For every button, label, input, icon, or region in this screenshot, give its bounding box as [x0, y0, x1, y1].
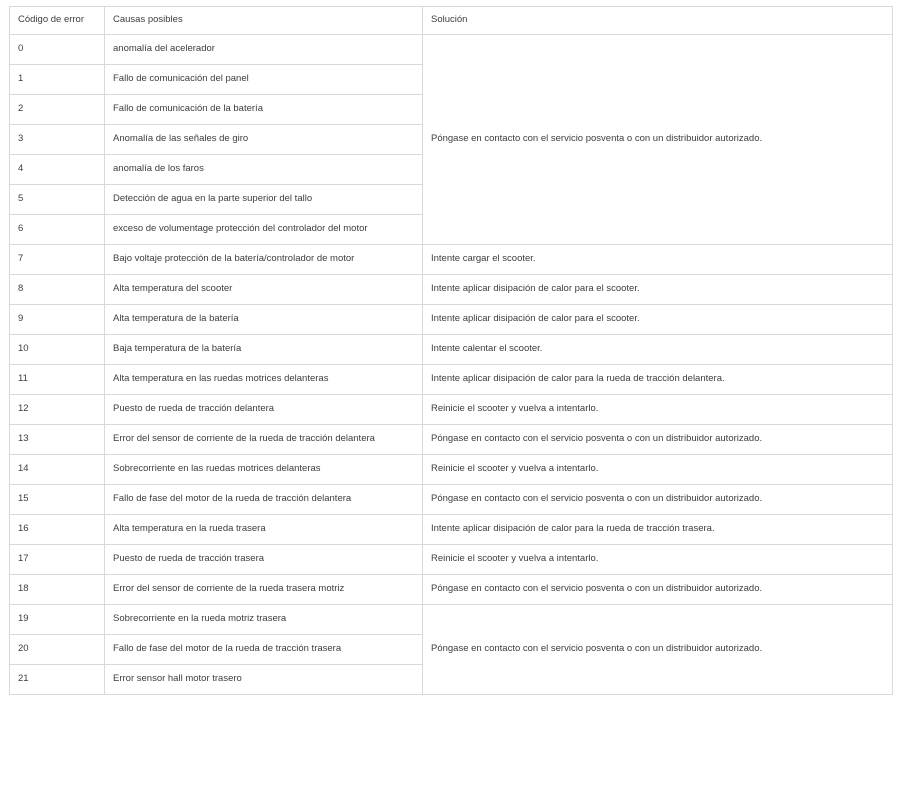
cell-solution: Reinicie el scooter y vuelva a intentarlo. — [423, 545, 893, 575]
cell-solution: Intente calentar el scooter. — [423, 335, 893, 365]
table-row — [10, 485, 893, 515]
document-page — [0, 6, 915, 790]
table-row — [10, 545, 893, 575]
table-row — [10, 245, 893, 275]
cell-code: 13 — [10, 425, 105, 455]
table-row — [10, 605, 893, 635]
cell-cause: Alta temperatura de la batería — [105, 305, 423, 335]
cell-cause: Fallo de fase del motor de la rueda de tracción trasera — [105, 635, 423, 665]
cell-code: 1 — [10, 65, 105, 95]
cell-code: 4 — [10, 155, 105, 185]
cell-cause: exceso de volumentage protección del controlador del motor — [105, 215, 423, 245]
table-row — [10, 275, 893, 305]
cell-cause: Error del sensor de corriente de la rueda de tracción delantera — [105, 425, 423, 455]
cell-code: 21 — [10, 665, 105, 695]
cell-code: 8 — [10, 275, 105, 305]
cell-cause: Error del sensor de corriente de la rueda trasera motriz — [105, 575, 423, 605]
table-header-row — [10, 7, 893, 35]
cell-cause: Detección de agua en la parte superior del tallo — [105, 185, 423, 215]
cell-code: 11 — [10, 365, 105, 395]
table-body — [10, 35, 893, 695]
cell-code: 14 — [10, 455, 105, 485]
cell-cause: Error sensor hall motor trasero — [105, 665, 423, 695]
table-row — [10, 35, 893, 65]
cell-solution: Póngase en contacto con el servicio posventa o con un distribuidor autorizado. — [423, 485, 893, 515]
cell-solution: Intente aplicar disipación de calor para el scooter. — [423, 275, 893, 305]
table-row — [10, 305, 893, 335]
table-row — [10, 365, 893, 395]
column-header-code: Código de error — [10, 7, 105, 35]
cell-code: 3 — [10, 125, 105, 155]
cell-code: 20 — [10, 635, 105, 665]
cell-cause: Anomalía de las señales de giro — [105, 125, 423, 155]
table-header — [10, 7, 893, 35]
cell-cause: anomalía de los faros — [105, 155, 423, 185]
cell-solution: Intente cargar el scooter. — [423, 245, 893, 275]
cell-code: 16 — [10, 515, 105, 545]
cell-code: 12 — [10, 395, 105, 425]
cell-cause: Bajo voltaje protección de la batería/controlador de motor — [105, 245, 423, 275]
cell-code: 15 — [10, 485, 105, 515]
cell-solution: Reinicie el scooter y vuelva a intentarlo. — [423, 395, 893, 425]
column-header-cause: Causas posibles — [105, 7, 423, 35]
cell-code: 10 — [10, 335, 105, 365]
cell-code: 7 — [10, 245, 105, 275]
cell-code: 5 — [10, 185, 105, 215]
cell-code: 17 — [10, 545, 105, 575]
cell-solution: Intente aplicar disipación de calor para la rueda de tracción trasera. — [423, 515, 893, 545]
table-row — [10, 425, 893, 455]
cell-code: 19 — [10, 605, 105, 635]
table-row — [10, 515, 893, 545]
cell-cause: Fallo de comunicación del panel — [105, 65, 423, 95]
cell-cause: Puesto de rueda de tracción trasera — [105, 545, 423, 575]
cell-cause: Puesto de rueda de tracción delantera — [105, 395, 423, 425]
table-row — [10, 395, 893, 425]
cell-solution-merged-service-1: Póngase en contacto con el servicio posventa o con un distribuidor autorizado. — [423, 35, 893, 245]
cell-code: 2 — [10, 95, 105, 125]
cell-solution: Intente aplicar disipación de calor para el scooter. — [423, 305, 893, 335]
column-header-solution: Solución — [423, 7, 893, 35]
cell-solution: Póngase en contacto con el servicio posventa o con un distribuidor autorizado. — [423, 575, 893, 605]
cell-code: 18 — [10, 575, 105, 605]
cell-code: 0 — [10, 35, 105, 65]
cell-cause: Sobrecorriente en las ruedas motrices delanteras — [105, 455, 423, 485]
cell-cause: Fallo de fase del motor de la rueda de tracción delantera — [105, 485, 423, 515]
cell-cause: anomalía del acelerador — [105, 35, 423, 65]
cell-cause: Baja temperatura de la batería — [105, 335, 423, 365]
cell-solution: Intente aplicar disipación de calor para la rueda de tracción delantera. — [423, 365, 893, 395]
cell-solution: Póngase en contacto con el servicio posventa o con un distribuidor autorizado. — [423, 425, 893, 455]
cell-cause: Fallo de comunicación de la batería — [105, 95, 423, 125]
cell-cause: Alta temperatura en las ruedas motrices delanteras — [105, 365, 423, 395]
table-row — [10, 575, 893, 605]
table-row — [10, 455, 893, 485]
cell-cause: Alta temperatura en la rueda trasera — [105, 515, 423, 545]
cell-code: 9 — [10, 305, 105, 335]
cell-solution: Reinicie el scooter y vuelva a intentarlo. — [423, 455, 893, 485]
cell-solution-merged-service-2: Póngase en contacto con el servicio posventa o con un distribuidor autorizado. — [423, 605, 893, 695]
error-code-table — [9, 6, 893, 695]
cell-cause: Alta temperatura del scooter — [105, 275, 423, 305]
cell-cause: Sobrecorriente en la rueda motriz trasera — [105, 605, 423, 635]
cell-code: 6 — [10, 215, 105, 245]
table-row — [10, 335, 893, 365]
